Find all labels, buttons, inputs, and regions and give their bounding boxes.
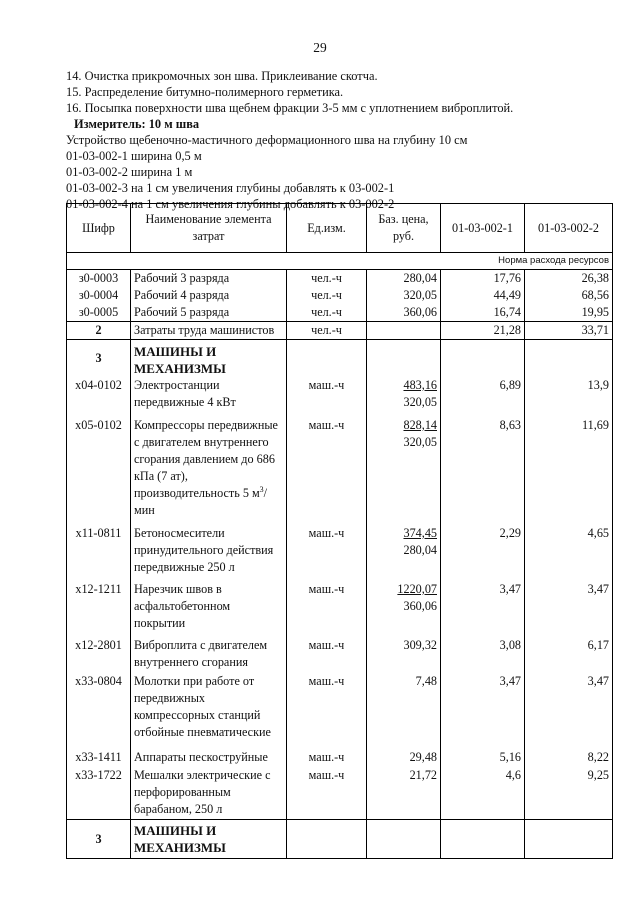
table-row: [67, 581, 613, 637]
value-col1-cell: 3,47: [441, 673, 525, 749]
unit-cell: маш.-ч: [287, 377, 367, 417]
name-text: Бетоносмесители принудительного действия передвижные 250 л: [134, 526, 274, 574]
value-col2-cell: 33,71: [525, 322, 613, 340]
table-row: [67, 749, 613, 767]
name-cell: [131, 749, 287, 767]
unit-cell: чел.-ч: [287, 304, 367, 322]
table-row: [67, 304, 613, 322]
unit-cell: маш.-ч: [287, 417, 367, 525]
unit-cell: маш.-ч: [287, 525, 367, 581]
price-cell: [367, 637, 441, 673]
variant-3: 01-03-002-3 на 1 см увеличения глубины добавлять к 03-002-1: [66, 181, 395, 195]
header-col1: 01-03-002-1: [441, 204, 525, 253]
code-cell: х12-1211: [67, 581, 131, 637]
empty-cell: [525, 340, 613, 378]
name-cell: [131, 767, 287, 820]
name-text: Электростанции передвижные 4 кВт: [134, 378, 236, 409]
value-col2-cell: 3,47: [525, 581, 613, 637]
name-cell: [131, 417, 287, 525]
value-col1-cell: 6,89: [441, 377, 525, 417]
base-price: 309,32: [403, 638, 437, 652]
base-price: 374,45: [403, 526, 437, 540]
name-text: Мешалки электрические с перфорированным барабаном, 250 л: [134, 768, 271, 816]
value-col2-cell: 9,25: [525, 767, 613, 820]
price-cell: [367, 581, 441, 637]
name-text: Компрессоры передвижные с двигателем внутреннего сгорания давлением до 686 кПа (7 ат), производительность 5 м: [134, 418, 278, 500]
section-code-cell: 3: [67, 340, 131, 378]
price-cell: 320,05: [367, 287, 441, 304]
value-col2-cell: 6,17: [525, 637, 613, 673]
name-cell: [131, 377, 287, 417]
name-superscript: 3: [259, 484, 264, 494]
code-cell: з0-0003: [67, 270, 131, 288]
base-price: 483,16: [403, 378, 437, 392]
unit-cell: чел.-ч: [287, 322, 367, 340]
price-cell: [367, 377, 441, 417]
price-cell: [367, 749, 441, 767]
name-text: Нарезчик швов в асфальтобетонном покрытии: [134, 582, 231, 630]
price-cell: 280,04: [367, 270, 441, 288]
section-code-cell: 2: [67, 322, 131, 340]
value-col2-cell: 26,38: [525, 270, 613, 288]
price-cell: [367, 322, 441, 340]
value-col1-cell: 4,6: [441, 767, 525, 820]
name-text: Аппараты пескоструйные: [134, 750, 268, 764]
unit-cell: чел.-ч: [287, 270, 367, 288]
value-col1-cell: 2,29: [441, 525, 525, 581]
value-col2-cell: 13,9: [525, 377, 613, 417]
base-price: 21,72: [409, 768, 437, 782]
unit-cell: маш.-ч: [287, 637, 367, 673]
base-price: 29,48: [409, 750, 437, 764]
value-col1-cell: 3,47: [441, 581, 525, 637]
value-col2-cell: 19,95: [525, 304, 613, 322]
resource-table: [66, 203, 613, 859]
code-cell: х33-0804: [67, 673, 131, 749]
value-col1-cell: 16,74: [441, 304, 525, 322]
variant-1: 01-03-002-1 ширина 0,5 м: [66, 149, 202, 163]
name-cell: Рабочий 5 разряда: [131, 304, 287, 322]
value-col2-cell: 8,22: [525, 749, 613, 767]
code-cell: х11-0811: [67, 525, 131, 581]
price-cell: [367, 525, 441, 581]
empty-cell: [441, 340, 525, 378]
norm-row: [67, 253, 613, 270]
table-row: [67, 637, 613, 673]
work-description: Устройство щебеночно-мастичного деформационного шва на глубину 10 см: [66, 133, 468, 147]
code-cell: х33-1411: [67, 749, 131, 767]
value-col2-cell: 68,56: [525, 287, 613, 304]
header-unit: Ед.изм.: [287, 204, 367, 253]
value-col1-cell: 21,28: [441, 322, 525, 340]
empty-cell: [367, 340, 441, 378]
unit-cell: маш.-ч: [287, 749, 367, 767]
code-cell: з0-0005: [67, 304, 131, 322]
measure-unit: Измеритель: 10 м шва: [74, 117, 200, 131]
empty-cell: [287, 340, 367, 378]
section-name-cell: МАШИНЫ И МЕХАНИЗМЫ: [131, 340, 287, 378]
table-row: [67, 525, 613, 581]
code-cell: х04-0102: [67, 377, 131, 417]
variant-4: 01-03-002-4 на 1 см увеличения глубины добавлять к 03-002-2: [66, 197, 395, 211]
table-header-row: [67, 204, 613, 253]
norm-label: Норма расхода ресурсов: [67, 253, 613, 270]
empty-cell: [441, 820, 525, 859]
value-col1-cell: 3,08: [441, 637, 525, 673]
table-row: [67, 417, 613, 525]
unit-cell: маш.-ч: [287, 581, 367, 637]
secondary-price: 280,04: [403, 543, 437, 557]
price-cell: [367, 673, 441, 749]
empty-cell: [367, 820, 441, 859]
work-step-15: 15. Распределение битумно-полимерного герметика.: [66, 85, 344, 99]
empty-cell: [525, 820, 613, 859]
table-body: [67, 253, 613, 859]
name-cell: Рабочий 4 разряда: [131, 287, 287, 304]
work-step-16: 16. Посыпка поверхности шва щебнем фракции 3-5 мм с уплотнением виброплитой.: [66, 101, 514, 115]
base-price: 7,48: [415, 674, 437, 688]
unit-cell: маш.-ч: [287, 767, 367, 820]
empty-cell: [287, 820, 367, 859]
table-row: [67, 377, 613, 417]
name-text: Виброплита с двигателем внутреннего сгорания: [134, 638, 268, 669]
code-cell: з0-0004: [67, 287, 131, 304]
table-row: [67, 767, 613, 820]
value-col2-cell: 3,47: [525, 673, 613, 749]
base-price: 1220,07: [397, 582, 437, 596]
value-col1-cell: 17,76: [441, 270, 525, 288]
header-price: Баз. цена, руб.: [367, 204, 441, 253]
name-tail: /мин: [134, 486, 268, 517]
header-name: Наименование элемента затрат: [131, 204, 287, 253]
value-col2-cell: 4,65: [525, 525, 613, 581]
unit-cell: маш.-ч: [287, 673, 367, 749]
header-col2: 01-03-002-2: [525, 204, 613, 253]
code-cell: х05-0102: [67, 417, 131, 525]
value-col2-cell: 11,69: [525, 417, 613, 525]
unit-cell: чел.-ч: [287, 287, 367, 304]
name-cell: [131, 525, 287, 581]
page-number: 29: [313, 40, 327, 55]
secondary-price: 320,05: [403, 395, 437, 409]
base-price: 828,14: [403, 418, 437, 432]
name-cell: [131, 581, 287, 637]
code-cell: х33-1722: [67, 767, 131, 820]
secondary-price: 320,05: [403, 435, 437, 449]
table-row: [67, 673, 613, 749]
price-cell: [367, 417, 441, 525]
header-code: Шифр: [67, 204, 131, 253]
price-cell: 360,06: [367, 304, 441, 322]
name-cell: Рабочий 3 разряда: [131, 270, 287, 288]
value-col1-cell: 5,16: [441, 749, 525, 767]
price-cell: [367, 767, 441, 820]
table-row: [67, 287, 613, 304]
code-cell: х12-2801: [67, 637, 131, 673]
value-col1-cell: 44,49: [441, 287, 525, 304]
section-code-cell: 3: [67, 820, 131, 859]
secondary-price: 360,06: [403, 599, 437, 613]
section-header-row: [67, 820, 613, 859]
machinist-labor-row: [67, 322, 613, 340]
value-col1-cell: 8,63: [441, 417, 525, 525]
intro-block: [66, 68, 626, 212]
section-header-row: [67, 340, 613, 378]
name-cell: [131, 673, 287, 749]
table-row: [67, 270, 613, 288]
variant-2: 01-03-002-2 ширина 1 м: [66, 165, 193, 179]
name-text: Молотки при работе от передвижных компрессорных станций отбойные пневматические: [134, 674, 271, 739]
work-step-14: 14. Очистка прикромочных зон шва. Приклеивание скотча.: [66, 69, 378, 83]
name-cell: Затраты труда машинистов: [131, 322, 287, 340]
section-name-cell: МАШИНЫ И МЕХАНИЗМЫ: [131, 820, 287, 859]
name-cell: [131, 637, 287, 673]
